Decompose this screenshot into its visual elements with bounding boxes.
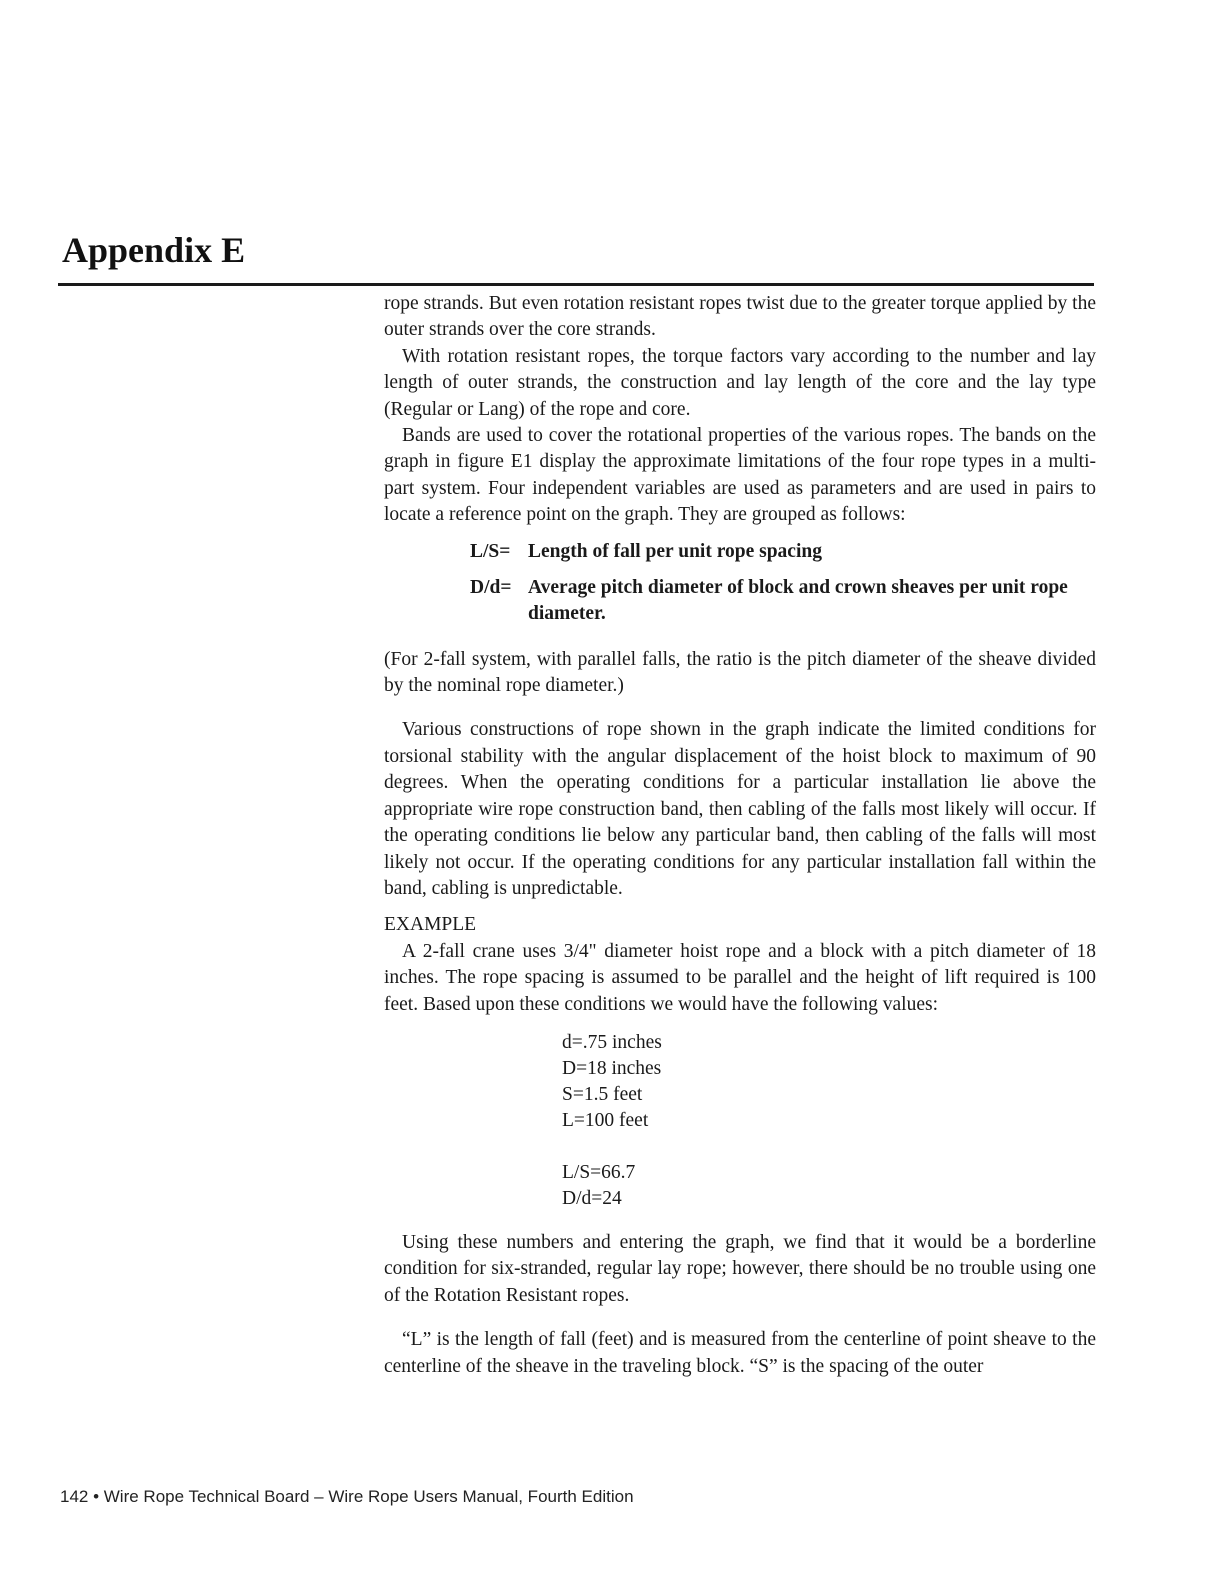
paragraph-3: Bands are used to cover the rotational properties of the various ropes. The bands on the graph in figure E1 display the approximate limitations of the four rope types in a multi-part system. Four independent variables are used as parameters and are used in pairs to locate a reference point on the graph. They are grouped as follows:	[384, 425, 1096, 526]
values-spacer	[562, 1134, 1096, 1160]
page-footer: 142 • Wire Rope Technical Board – Wire Rope Users Manual, Fourth Edition	[60, 1487, 634, 1506]
example-heading: EXAMPLE	[384, 914, 477, 936]
value-d: d=.75 inches	[562, 1031, 662, 1053]
value-D: D=18 inches	[562, 1057, 662, 1079]
definition-description: Length of fall per unit rope spacing	[528, 540, 822, 562]
definition-term: L/S=	[470, 540, 511, 562]
paragraph-8: “L” is the length of fall (feet) and is measured from the centerline of point sheave to the centerline of the sheave in the traveling block. “S” is the spacing of the outer	[384, 1329, 1096, 1377]
definition-description: Average pitch diameter of block and crown sheaves per unit rope diameter.	[528, 576, 1068, 624]
ratio-dd: D/d=24	[562, 1187, 622, 1209]
body-text	[384, 291, 1096, 1380]
definition-list	[470, 539, 1096, 627]
paragraph-7: Using these numbers and entering the graph, we find that it would be a borderline condition for six-stranded, regular lay rope; however, there should be no trouble using one of the Rotation Resistant ropes.	[384, 1231, 1096, 1306]
chapter-title: Appendix E	[62, 230, 246, 270]
value-S: S=1.5 feet	[562, 1083, 643, 1105]
paragraph-5: Various constructions of rope shown in the graph indicate the limited conditions for torsional stability with the angular displacement of the hoist block to maximum of 90 degrees. When the operating conditions for a particular installation lie above the appropriate wire rope construction band, then cabling of the falls most likely will occur. If the operating conditions lie below any particular band, then cabling of the falls will most likely not occur. If the operating conditions for any particular installation fall within the band, cabling is unpredictable.	[384, 719, 1096, 899]
paragraph-6: A 2-fall crane uses 3/4" diameter hoist rope and a block with a pitch diameter of 18 inches. The rope spacing is assumed to be parallel and the height of lift required is 100 feet. Based upon these conditions we would have the following values:	[384, 940, 1096, 1015]
paragraph-2: With rotation resistant ropes, the torque factors vary according to the number and lay length of outer strands, the construction and lay length of the core and the lay type (Regular or Lang) of the rope and core.	[384, 345, 1096, 420]
definition-term: D/d=	[470, 576, 512, 598]
paragraph-1: rope strands. But even rotation resistant ropes twist due to the greater torque applied by the outer strands over the core strands.	[384, 293, 1096, 341]
definition-dd	[470, 575, 1096, 627]
value-L: L=100 feet	[562, 1109, 649, 1131]
example-values	[562, 1030, 1096, 1212]
paragraph-4: (For 2-fall system, with parallel falls, the ratio is the pitch diameter of the sheave divided by the nominal rope diameter.)	[384, 648, 1096, 697]
header-rule	[58, 283, 1094, 286]
definition-ls	[470, 539, 1096, 565]
ratio-ls: L/S=66.7	[562, 1161, 636, 1183]
